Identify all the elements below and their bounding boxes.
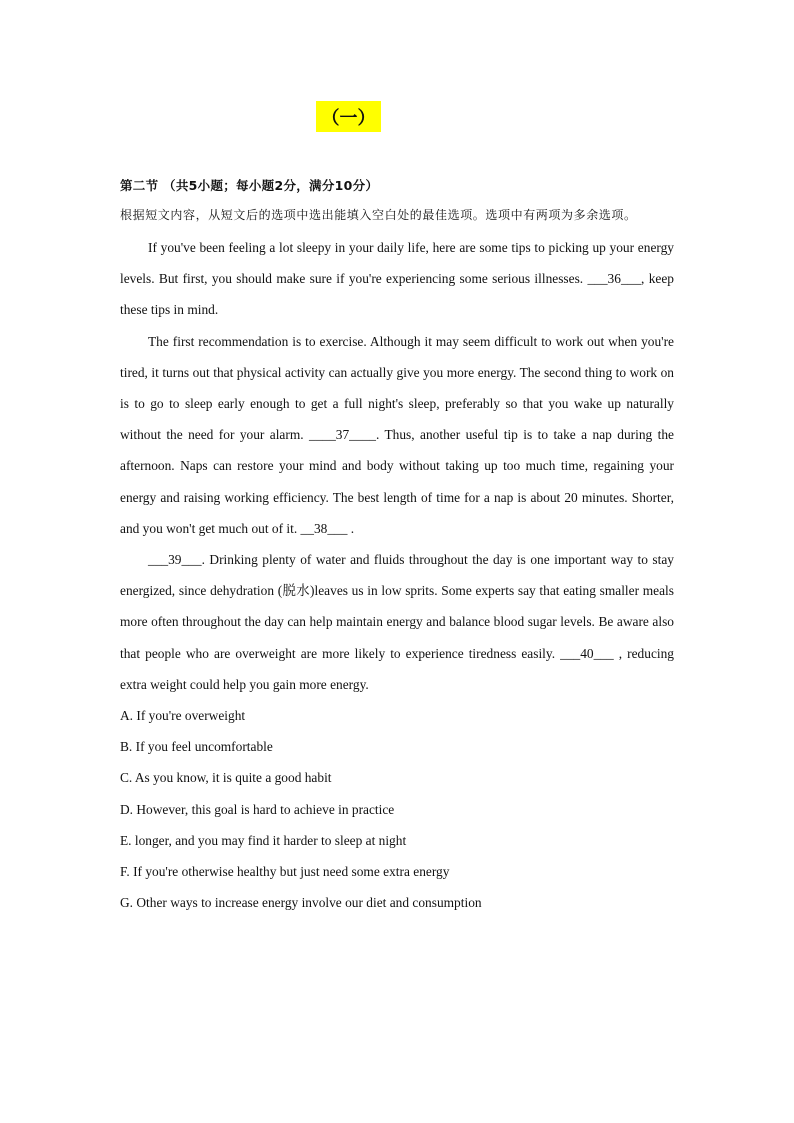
paragraph-2: The first recommendation is to exercise. Although it may seem difficult to work out when you're tired, it turns out that physical activity can actually give you more energy. The second thing to work on is to go to sleep early enough to get a full night's sleep, preferably so that you wake up naturally without the need for your alarm. ____37____. Thus, another useful tip is to take a nap during the afternoon. Naps can restore your mind and body without taking up too much time, regaining your energy and raising working efficiency. The best length of time for a nap is about 20 minutes. Shorter, and you won't get much out of it. __38___ . (120, 333, 674, 536)
option-e: E. longer, and you may find it harder to sleep at night (120, 832, 407, 848)
highlighted-title (316, 101, 381, 132)
option-d: D. However, this goal is hard to achieve in practice (120, 801, 395, 817)
reading-passage (120, 232, 674, 700)
option-g: G. Other ways to increase energy involve our diet and consumption (120, 895, 482, 911)
instruction-text: 根据短文内容，从短文后的选项中选出能填入空白处的最佳选项。选项中有两项为多余选项。 (120, 208, 637, 222)
option-a: A. If you're overweight (120, 708, 246, 723)
paragraph-3: ___39___. Drinking plenty of water and fluids throughout the day is one important way to stay energized, since dehydration (脱水)leaves us in low sprits. Some experts say that eating smaller meals more often throughout the day can help maintain energy and balance blood sugar levels. Be aware also that people who are overweight are more likely to experience tiredness easily. ___40___ , reducing extra weight could help you gain more energy. (120, 552, 674, 692)
option-c: C. As you know, it is quite a good habit (120, 770, 332, 786)
option-f: F. If you're otherwise healthy but just need some extra energy (120, 864, 450, 880)
answer-options (120, 700, 680, 918)
paragraph-1: If you've been feeling a lot sleepy in your daily life, here are some tips to picking up your energy levels. But first, you should make sure if you're experiencing some serious illnesses. ___36___, keep these tips in mind. (120, 240, 674, 318)
section-heading: 第二节 （共5小题；每小题2分，满分10分） (120, 178, 379, 193)
option-b: B. If you feel uncomfortable (120, 739, 273, 755)
title-text: （一） (321, 107, 376, 129)
